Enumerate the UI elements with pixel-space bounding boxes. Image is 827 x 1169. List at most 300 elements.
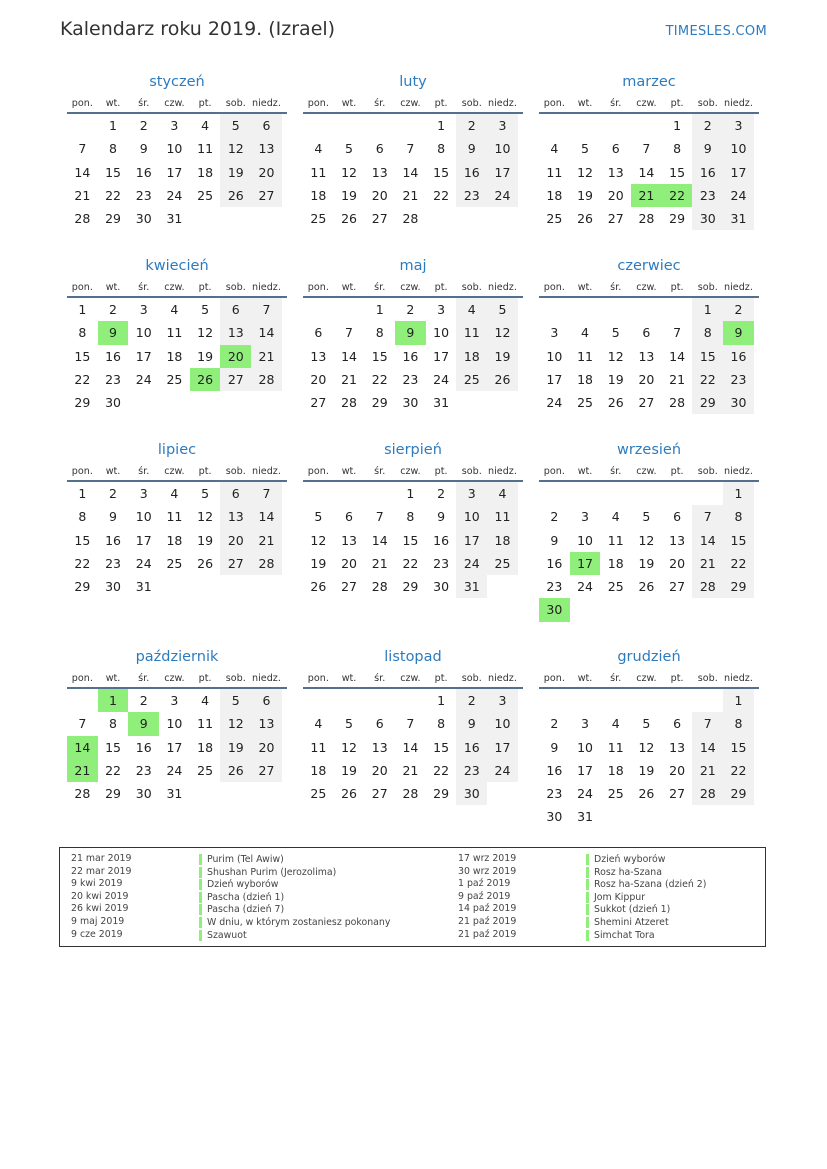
legend-date: 14 paź 2019 xyxy=(458,903,517,915)
day-cell: 31 xyxy=(433,395,450,411)
weekend-day: 21 xyxy=(251,529,282,552)
day-cell: 11 xyxy=(166,325,183,341)
day-cell: 18 xyxy=(197,739,214,755)
day-cell: 9 xyxy=(550,532,559,548)
legend-entry xyxy=(458,928,655,942)
day-cell: 27 xyxy=(310,395,327,411)
day-cell: 17 xyxy=(166,164,183,180)
weekend-day: 5 xyxy=(220,114,251,137)
weekday-label: pt. xyxy=(670,282,684,293)
month-days xyxy=(67,114,287,230)
day-cell: 8 xyxy=(109,141,117,157)
weekend-day: 19 xyxy=(487,345,518,368)
day-cell: 6 xyxy=(314,325,323,341)
weekday-label: sob. xyxy=(697,282,718,293)
weekday-label: wt. xyxy=(105,466,121,477)
week-row xyxy=(539,482,759,505)
week-row xyxy=(539,552,759,575)
day-cell: 19 xyxy=(197,348,214,364)
weekday-label: pon. xyxy=(71,282,93,293)
weekday-label: śr. xyxy=(610,466,622,477)
day-cell: 8 xyxy=(673,141,682,157)
weekday-label: niedz. xyxy=(252,673,281,684)
day-cell: 10 xyxy=(546,348,563,364)
day-cell: 8 xyxy=(406,509,415,525)
day-cell: 11 xyxy=(607,532,624,548)
day-cell: 18 xyxy=(607,762,624,778)
day-cell: 16 xyxy=(135,739,152,755)
day-cell: 11 xyxy=(607,739,624,755)
day-cell: 1 xyxy=(437,693,446,708)
legend-entry xyxy=(458,915,669,929)
month-name: czerwiec xyxy=(617,258,681,274)
empty-cell xyxy=(631,114,662,137)
week-row xyxy=(67,184,287,207)
weekend-day: 27 xyxy=(251,759,282,782)
day-cell: 13 xyxy=(341,532,357,548)
day-cell: 26 xyxy=(638,579,655,595)
day-cell: 15 xyxy=(402,532,419,548)
month-9 xyxy=(67,647,287,805)
month-name: styczeń xyxy=(149,74,205,90)
day-cell: 14 xyxy=(669,348,686,364)
weekend-day: 3 xyxy=(487,114,518,137)
day-cell: 17 xyxy=(577,762,593,778)
legend-holiday-name: W dniu, w którym zostaniesz pokonany xyxy=(199,917,390,928)
weekday-label: niedz. xyxy=(724,282,753,293)
day-cell: 18 xyxy=(310,762,327,778)
day-cell: 19 xyxy=(638,555,655,571)
legend-holiday-name: Simchat Tora xyxy=(586,930,655,941)
weekday-label: sob. xyxy=(225,98,246,109)
day-cell: 22 xyxy=(433,762,450,778)
weekday-label: sob. xyxy=(461,466,482,477)
day-cell: 11 xyxy=(197,141,214,157)
day-cell: 3 xyxy=(550,325,559,341)
weekend-day: 17 xyxy=(487,736,518,759)
empty-cell xyxy=(334,114,365,137)
weekday-label: pt. xyxy=(670,673,684,684)
holiday-day: 30 xyxy=(539,598,570,621)
weekend-day: 10 xyxy=(456,505,487,528)
week-row xyxy=(303,552,523,575)
day-cell: 7 xyxy=(78,141,87,157)
day-cell: 15 xyxy=(74,348,91,364)
empty-cell xyxy=(303,114,334,137)
weekend-day: 1 xyxy=(692,298,723,321)
day-cell: 9 xyxy=(550,739,559,755)
week-row xyxy=(67,368,287,391)
weekend-day: 13 xyxy=(220,505,251,528)
week-row xyxy=(539,137,759,160)
day-cell: 20 xyxy=(371,762,388,778)
holiday-day: 9 xyxy=(395,321,426,344)
day-cell: 19 xyxy=(638,762,655,778)
week-row xyxy=(303,736,523,759)
day-cell: 12 xyxy=(197,509,214,525)
empty-cell xyxy=(303,482,334,505)
weekday-label: sob. xyxy=(697,98,718,109)
day-cell: 3 xyxy=(170,118,179,133)
weekend-day: 26 xyxy=(220,759,251,782)
empty-cell xyxy=(600,805,631,828)
day-cell: 2 xyxy=(109,486,117,501)
holiday-day: 9 xyxy=(723,321,754,344)
legend-date: 21 mar 2019 xyxy=(71,853,132,864)
day-cell: 29 xyxy=(105,786,121,802)
empty-cell xyxy=(220,391,251,414)
week-row xyxy=(67,114,287,137)
day-cell: 23 xyxy=(546,579,563,595)
weekend-day: 14 xyxy=(692,736,723,759)
weekend-day: 2 xyxy=(723,298,754,321)
week-row xyxy=(539,391,759,414)
day-cell: 5 xyxy=(345,716,353,732)
holiday-day: 9 xyxy=(98,321,129,344)
day-cell: 7 xyxy=(375,509,384,525)
empty-cell xyxy=(364,482,395,505)
weekend-day: 18 xyxy=(456,345,487,368)
day-cell: 15 xyxy=(371,348,388,364)
weekend-day: 27 xyxy=(220,368,251,391)
day-cell: 2 xyxy=(550,509,559,525)
weekend-day: 24 xyxy=(456,552,487,575)
weekend-day: 14 xyxy=(251,505,282,528)
day-cell: 6 xyxy=(611,141,620,157)
weekend-day: 8 xyxy=(723,505,754,528)
weekend-day: 26 xyxy=(487,368,518,391)
day-cell: 11 xyxy=(310,739,327,755)
week-row xyxy=(303,782,523,805)
day-cell: 24 xyxy=(433,371,450,387)
day-cell: 13 xyxy=(638,348,655,364)
weekend-day: 19 xyxy=(220,736,251,759)
day-cell: 6 xyxy=(345,509,353,525)
weekend-day: 29 xyxy=(692,391,723,414)
month-days xyxy=(303,114,523,230)
day-cell: 25 xyxy=(607,579,624,595)
day-cell: 24 xyxy=(135,371,152,387)
day-cell: 21 xyxy=(669,371,686,387)
empty-cell xyxy=(662,482,693,505)
weekday-label: pon. xyxy=(307,466,329,477)
empty-cell xyxy=(251,575,282,598)
day-cell: 2 xyxy=(109,302,117,317)
weekend-day: 23 xyxy=(723,368,754,391)
weekend-day: 21 xyxy=(692,759,723,782)
legend-date: 9 maj 2019 xyxy=(71,915,125,927)
day-cell: 1 xyxy=(375,302,384,317)
day-cell: 23 xyxy=(105,555,121,571)
weekend-day: 8 xyxy=(723,712,754,735)
holiday-day: 1 xyxy=(98,689,129,712)
empty-cell xyxy=(570,298,601,321)
day-cell: 20 xyxy=(607,187,624,203)
empty-cell xyxy=(67,689,98,712)
day-cell: 13 xyxy=(669,532,686,548)
weekday-label: niedz. xyxy=(724,673,753,684)
day-cell: 23 xyxy=(546,786,563,802)
legend-holiday-name: Pascha (dzień 1) xyxy=(199,892,284,903)
empty-cell xyxy=(723,805,754,828)
month-11 xyxy=(539,647,759,829)
empty-cell xyxy=(631,298,662,321)
weekend-day: 7 xyxy=(692,505,723,528)
weekday-label: śr. xyxy=(138,466,150,477)
empty-cell xyxy=(662,805,693,828)
day-cell: 15 xyxy=(105,164,121,180)
day-cell: 28 xyxy=(341,395,357,411)
empty-cell xyxy=(456,207,487,230)
empty-cell xyxy=(539,689,570,712)
day-cell: 26 xyxy=(310,579,327,595)
weekend-day: 31 xyxy=(456,575,487,598)
day-cell: 4 xyxy=(170,486,179,501)
day-cell: 15 xyxy=(433,164,450,180)
holiday-day: 17 xyxy=(570,552,601,575)
weekend-day: 25 xyxy=(487,552,518,575)
week-row xyxy=(539,505,759,528)
day-cell: 25 xyxy=(197,762,214,778)
empty-cell xyxy=(600,482,631,505)
day-cell: 4 xyxy=(170,302,179,317)
month-days xyxy=(303,298,523,414)
day-cell: 12 xyxy=(197,325,214,341)
day-cell: 12 xyxy=(577,164,593,180)
weekend-day: 27 xyxy=(220,552,251,575)
weekend-day: 16 xyxy=(723,345,754,368)
week-row xyxy=(539,368,759,391)
day-cell: 5 xyxy=(611,325,620,341)
empty-cell xyxy=(570,598,601,621)
day-cell: 31 xyxy=(135,579,152,595)
weekday-label: niedz. xyxy=(488,673,517,684)
weekend-day: 23 xyxy=(692,184,723,207)
day-cell: 11 xyxy=(546,164,563,180)
week-row xyxy=(67,207,287,230)
day-cell: 10 xyxy=(433,325,450,341)
day-cell: 2 xyxy=(550,716,559,732)
legend-entry xyxy=(458,890,646,904)
day-cell: 30 xyxy=(105,579,121,595)
day-cell: 1 xyxy=(673,118,682,133)
month-days xyxy=(67,482,287,598)
weekday-label: sob. xyxy=(461,98,482,109)
week-row xyxy=(539,736,759,759)
day-cell: 4 xyxy=(314,716,323,732)
week-row xyxy=(539,321,759,344)
weekday-label: sob. xyxy=(697,466,718,477)
week-row xyxy=(303,368,523,391)
weekend-day: 11 xyxy=(456,321,487,344)
empty-cell xyxy=(220,782,251,805)
weekday-label: śr. xyxy=(374,673,386,684)
holiday-day: 21 xyxy=(631,184,662,207)
month-days xyxy=(67,298,287,414)
weekday-label: śr. xyxy=(374,466,386,477)
day-cell: 15 xyxy=(74,532,91,548)
day-cell: 8 xyxy=(109,716,117,732)
weekday-label: pon. xyxy=(543,673,565,684)
weekday-label: pon. xyxy=(71,98,93,109)
holiday-day: 20 xyxy=(220,345,251,368)
day-cell: 28 xyxy=(74,211,91,227)
day-cell: 15 xyxy=(433,739,450,755)
month-3 xyxy=(67,256,287,414)
month-name: lipiec xyxy=(157,442,197,458)
week-row xyxy=(303,712,523,735)
empty-cell xyxy=(631,482,662,505)
day-cell: 25 xyxy=(197,187,214,203)
legend-date: 26 kwi 2019 xyxy=(71,903,129,915)
legend-holiday-name: Szawuot xyxy=(199,930,247,941)
day-cell: 16 xyxy=(546,762,563,778)
day-cell: 18 xyxy=(197,164,214,180)
day-cell: 2 xyxy=(139,693,148,708)
weekend-day: 9 xyxy=(456,137,487,160)
day-cell: 22 xyxy=(433,187,450,203)
day-cell: 8 xyxy=(375,325,384,341)
legend-holiday-name: Shemini Atzeret xyxy=(586,917,669,928)
empty-cell xyxy=(303,689,334,712)
day-cell: 1 xyxy=(437,118,446,133)
legend-entry xyxy=(71,853,284,866)
week-row xyxy=(539,114,759,137)
empty-cell xyxy=(487,782,518,805)
weekend-day: 3 xyxy=(487,689,518,712)
day-cell: 10 xyxy=(577,739,593,755)
month-name: sierpień xyxy=(384,442,442,458)
empty-cell xyxy=(692,598,723,621)
day-cell: 29 xyxy=(371,395,388,411)
weekend-day: 11 xyxy=(487,505,518,528)
day-cell: 3 xyxy=(139,486,148,501)
day-cell: 15 xyxy=(669,164,686,180)
weekend-day: 21 xyxy=(692,552,723,575)
weekday-label: wt. xyxy=(341,466,357,477)
brand-link[interactable]: TIMESLES.COM xyxy=(665,24,767,39)
day-cell: 24 xyxy=(577,786,593,802)
weekend-day: 17 xyxy=(487,161,518,184)
day-cell: 22 xyxy=(74,371,91,387)
empty-cell xyxy=(334,298,365,321)
day-cell: 24 xyxy=(135,555,152,571)
legend-date: 17 wrz 2019 xyxy=(458,853,517,864)
day-cell: 29 xyxy=(402,579,419,595)
empty-cell xyxy=(334,689,365,712)
day-cell: 13 xyxy=(669,739,686,755)
legend-holiday-name: Dzień wyborów xyxy=(586,854,665,865)
weekday-header xyxy=(539,670,759,689)
day-cell: 3 xyxy=(581,716,589,732)
legend-date: 9 paź 2019 xyxy=(458,890,511,902)
day-cell: 23 xyxy=(135,187,152,203)
weekend-day: 2 xyxy=(692,114,723,137)
day-cell: 22 xyxy=(371,371,388,387)
day-cell: 31 xyxy=(166,211,183,227)
day-cell: 9 xyxy=(437,509,446,525)
month-name: grudzień xyxy=(617,649,681,665)
day-cell: 31 xyxy=(166,786,183,802)
weekday-label: niedz. xyxy=(724,466,753,477)
empty-cell xyxy=(395,689,426,712)
empty-cell xyxy=(600,598,631,621)
day-cell: 30 xyxy=(105,395,121,411)
empty-cell xyxy=(600,114,631,137)
day-cell: 7 xyxy=(345,325,353,341)
weekday-label: pt. xyxy=(198,466,212,477)
day-cell: 26 xyxy=(341,211,357,227)
day-cell: 22 xyxy=(105,187,121,203)
weekend-day: 9 xyxy=(692,137,723,160)
weekday-header xyxy=(67,95,287,114)
weekend-day: 20 xyxy=(251,736,282,759)
empty-cell xyxy=(487,207,518,230)
weekday-label: niedz. xyxy=(252,98,281,109)
week-row xyxy=(67,529,287,552)
empty-cell xyxy=(159,391,190,414)
day-cell: 13 xyxy=(371,739,388,755)
day-cell: 24 xyxy=(577,579,593,595)
legend-date: 1 paź 2019 xyxy=(458,878,511,890)
legend-holiday-name: Shushan Purim (Jerozolima) xyxy=(199,867,336,878)
legend-holiday-name: Rosz ha-Szana xyxy=(586,867,662,878)
empty-cell xyxy=(190,391,221,414)
legend-date: 9 kwi 2019 xyxy=(71,878,123,890)
week-row xyxy=(303,529,523,552)
weekday-label: czw. xyxy=(400,282,421,293)
day-cell: 18 xyxy=(577,371,593,387)
weekday-label: sob. xyxy=(225,282,246,293)
month-name: marzec xyxy=(622,74,676,90)
empty-cell xyxy=(395,114,426,137)
weekday-label: śr. xyxy=(610,98,622,109)
month-name: listopad xyxy=(384,649,442,665)
week-row xyxy=(303,759,523,782)
day-cell: 2 xyxy=(406,302,415,317)
day-cell: 16 xyxy=(105,532,121,548)
weekend-day: 13 xyxy=(251,137,282,160)
empty-cell xyxy=(600,298,631,321)
day-cell: 24 xyxy=(546,395,563,411)
weekend-day: 9 xyxy=(456,712,487,735)
day-cell: 7 xyxy=(406,716,415,732)
weekend-day: 17 xyxy=(456,529,487,552)
month-days xyxy=(539,482,759,622)
empty-cell xyxy=(539,298,570,321)
day-cell: 14 xyxy=(341,348,357,364)
weekend-day: 14 xyxy=(251,321,282,344)
empty-cell xyxy=(128,391,159,414)
day-cell: 3 xyxy=(581,509,589,525)
day-cell: 29 xyxy=(74,579,91,595)
month-0 xyxy=(67,72,287,230)
empty-cell xyxy=(220,207,251,230)
legend-column-right xyxy=(458,853,707,941)
day-cell: 20 xyxy=(341,555,357,571)
week-row xyxy=(303,391,523,414)
day-cell: 1 xyxy=(78,302,87,317)
week-row xyxy=(303,161,523,184)
month-6 xyxy=(67,440,287,598)
weekday-label: pt. xyxy=(434,673,448,684)
weekend-day: 29 xyxy=(723,575,754,598)
weekday-label: wt. xyxy=(341,282,357,293)
month-2 xyxy=(539,72,759,230)
week-row xyxy=(67,712,287,735)
day-cell: 5 xyxy=(642,716,651,732)
weekday-label: pon. xyxy=(307,282,329,293)
